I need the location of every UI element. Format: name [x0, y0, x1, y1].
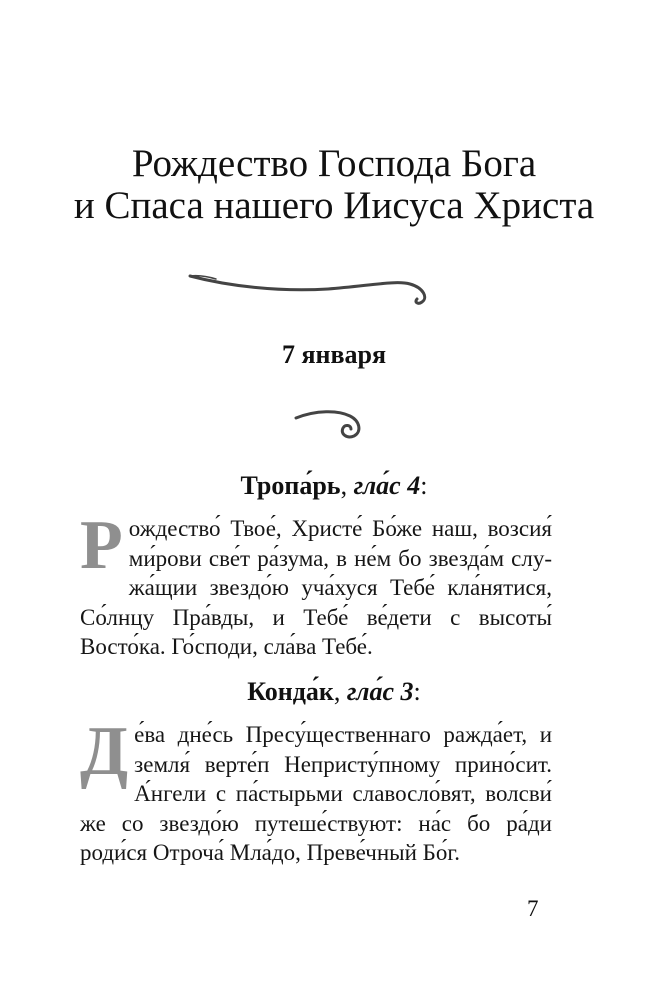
swash-flourish-icon [188, 262, 430, 306]
troparion-dropcap: Р [80, 507, 123, 584]
troparion-heading-separator: , [340, 471, 354, 500]
spiral-flourish-icon [294, 408, 370, 442]
page-number: 7 [527, 896, 539, 921]
troparion-heading-tone: гла́с 4 [353, 471, 421, 500]
kontakion-text [80, 713, 552, 868]
troparion-heading [0, 470, 668, 502]
kontakion-heading-separator: , [333, 677, 347, 706]
kontakion-heading-label: Конда́к [247, 677, 334, 706]
kontakion-dropcap: Д [80, 713, 129, 790]
troparion-heading-label: Тропа́рь [240, 471, 341, 500]
kontakion-heading-tone: гла́с 3 [346, 677, 414, 706]
kontakion-heading [0, 676, 668, 708]
kontakion-heading-colon: : [413, 677, 421, 706]
feast-date: 7 января [281, 340, 387, 369]
page-title-line-1: Рождество Господа Бога [131, 142, 537, 185]
troparion-text [80, 507, 552, 662]
troparion-body: ождество́ Твое́, Христе́ Бо́же наш, возсия́ ми́рови све́т ра́зума, в не́м бо звезда́м слу-жа́щии звездо́ю уча́хуся Тебе́ кла́нятися, Со́лнцу Пра́вды, и Тебе́ ве́дети с высоты́ Восто́ка. Го́споди, сла́ва Тебе́. [80, 516, 552, 659]
troparion-heading-colon: : [420, 471, 428, 500]
kontakion-body: е́ва дне́сь Пресу́щественнаго ражда́ет, и земля́ верте́п Непристу́пному прино́сит. А́нгели с па́стырьми славосло́вят, волсви́ же со звездо́ю путеше́ствуют: на́с бо ра́ди роди́ся Отроча́ Мла́до, Преве́чный Бо́г. [80, 722, 552, 865]
page-title-line-2: и Спаса нашего Иисуса Христа [73, 184, 595, 227]
